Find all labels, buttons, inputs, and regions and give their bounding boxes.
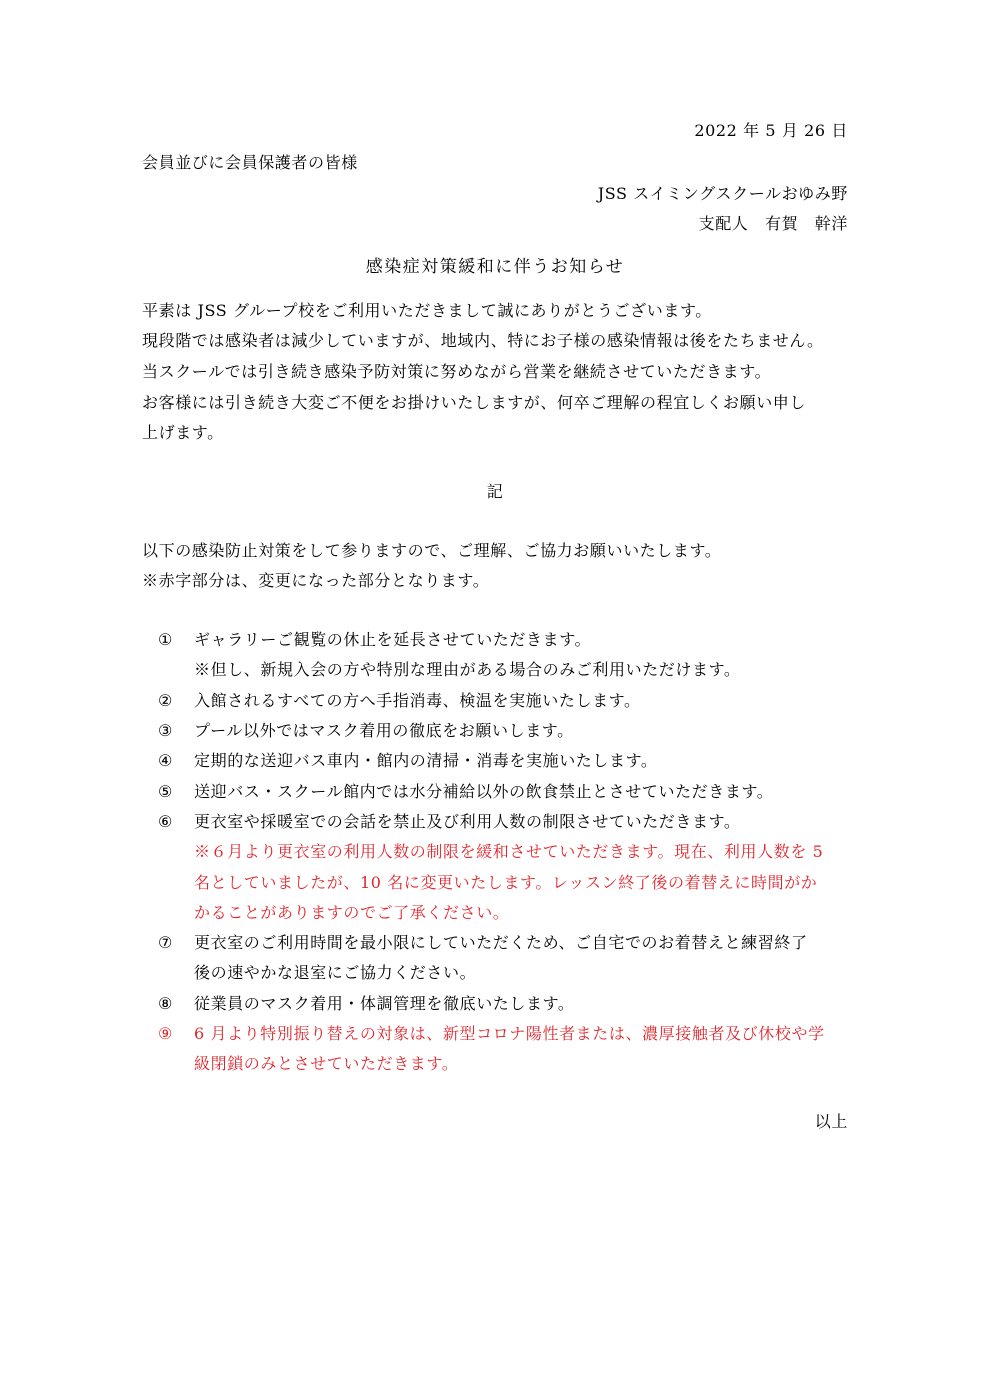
item-6-text: 更衣室や採暖室での会話を禁止及び利用人数の制限させていただきます。 (194, 812, 741, 831)
item-number-7: ⑦ (158, 933, 173, 952)
item-number-9: ⑨ (158, 1024, 173, 1043)
item-number-5: ⑤ (158, 782, 173, 801)
item-number-2: ② (158, 691, 173, 710)
lead-line-1: 以下の感染防止対策をして参りますので、ご理解、ご協力お願いいたします。 (142, 541, 722, 560)
item-7-text-line-1: 更衣室のご利用時間を最小限にしていただくため、ご自宅でのお着替えと練習終了 (194, 933, 808, 952)
item-5-text: 送迎バス・スクール館内では水分補給以外の飲食禁止とさせていただきます。 (194, 782, 774, 801)
sender-organization: JSS スイミングスクールおゆみ野 (597, 184, 848, 203)
ki-heading: 記 (486, 482, 504, 501)
item-6-change-line-1: ※６月より更衣室の利用人数の制限を緩和させていただきます。現在、利用人数を 5 (194, 842, 824, 861)
closing-ijou: 以上 (814, 1112, 848, 1131)
item-number-3: ③ (158, 721, 173, 740)
item-7-text-line-2: 後の速やかな退室にご協力ください。 (194, 963, 477, 982)
item-6-change-line-2: 名としていましたが、10 名に変更いたします。レッスン終了後の着替えに時間がか (194, 873, 818, 892)
item-number-1: ① (158, 630, 173, 649)
intro-line-4: お客様には引き続き大変ご不便をお掛けいたしますが、何卒ご理解の程宜しくお願い申し (142, 393, 807, 412)
item-1-text: ギャラリーご観覧の休止を延長させていただきます。 (194, 630, 592, 649)
item-8-text: 従業員のマスク着用・体調管理を徹底いたします。 (194, 994, 575, 1013)
intro-line-2: 現段階では感染者は減少していますが、地域内、特にお子様の感染情報は後をたちません。 (142, 331, 824, 350)
item-2-text: 入館されるすべての方へ手指消毒、検温を実施いたします。 (194, 691, 641, 710)
item-1-note: ※但し、新規入会の方や特別な理由がある場合のみご利用いただけます。 (194, 660, 741, 679)
sender-name: 支配人 有賀 幹洋 (698, 214, 848, 233)
intro-line-3: 当スクールでは引き続き感染予防対策に努めながら営業を継続させていただきます。 (142, 362, 772, 381)
item-3-text: プール以外ではマスク着用の徹底をお願いします。 (194, 721, 574, 740)
lead-line-2: ※赤字部分は、変更になった部分となります。 (142, 571, 490, 590)
document-title: 感染症対策緩和に伴うお知らせ (365, 257, 625, 277)
item-number-8: ⑧ (158, 994, 173, 1013)
item-9-text-line-1: 6 月より特別振り替えの対象は、新型コロナ陽性者または、濃厚接触者及び休校や学 (194, 1024, 825, 1043)
intro-line-5: 上げます。 (142, 423, 224, 442)
recipient-line: 会員並びに会員保護者の皆様 (142, 153, 358, 172)
intro-line-1: 平素は JSS グループ校をご利用いただきまして誠にありがとうございます。 (142, 301, 712, 320)
item-9-text-line-2: 級閉鎖のみとさせていただきます。 (194, 1054, 459, 1073)
document-date: 2022 年 5 月 26 日 (694, 121, 848, 140)
item-number-6: ⑥ (158, 812, 173, 831)
item-4-text: 定期的な送迎バス車内・館内の清掃・消毒を実施いたします。 (194, 751, 658, 770)
item-6-change-line-3: かることがありますのでご了承ください。 (194, 903, 510, 922)
item-number-4: ④ (158, 751, 173, 770)
